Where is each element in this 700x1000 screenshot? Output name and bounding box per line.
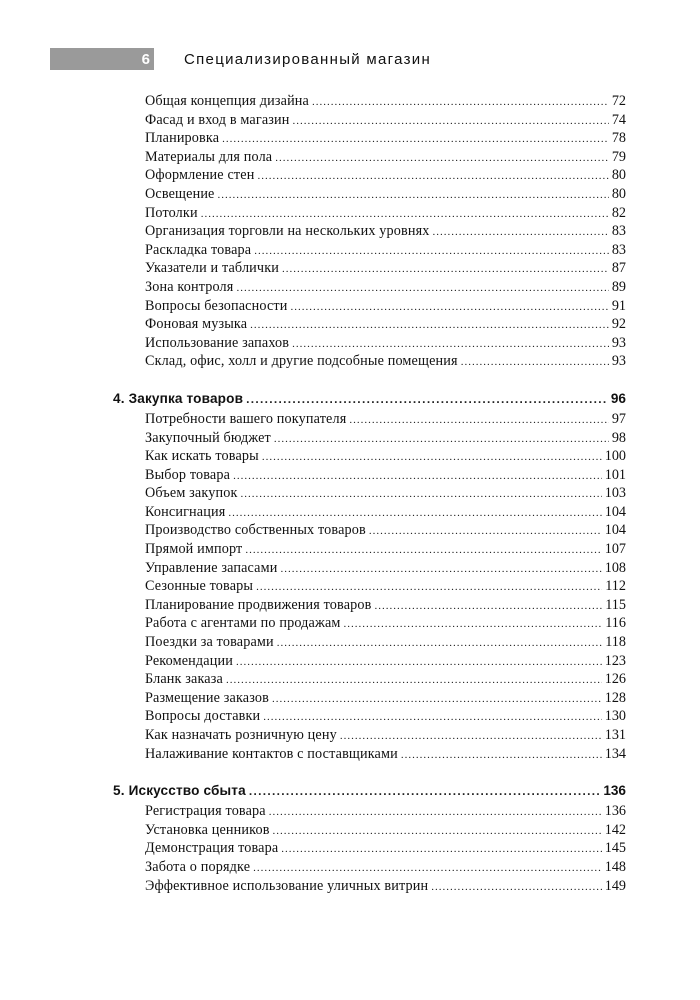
running-title: Специализированный магазин [184, 50, 432, 68]
toc-chapter-title: 5. Искусство сбыта [113, 783, 246, 799]
toc-page-number: 145 [604, 840, 626, 857]
toc-entry-title: Бланк заказа [145, 671, 223, 688]
toc-entry [113, 410, 626, 429]
toc-entry-title: Организация торговли на нескольких уровнях [145, 223, 430, 240]
toc-page-number: 104 [604, 503, 626, 520]
toc-page-number: 74 [611, 111, 626, 128]
toc-entry [113, 466, 626, 485]
toc-page-number: 93 [611, 334, 626, 351]
toc-entry [113, 278, 626, 297]
toc-entry-title: Фасад и вход в магазин [145, 111, 290, 128]
toc-entry-title: Управление запасами [145, 559, 278, 576]
dot-leader [349, 411, 608, 430]
toc-entry [113, 315, 626, 334]
dot-leader [253, 859, 602, 878]
toc-entry [113, 484, 626, 503]
toc-page-number: 148 [604, 858, 626, 875]
toc-entry [113, 540, 626, 559]
toc-page-number: 136 [604, 803, 626, 820]
toc-entry-title: Эффективное использование уличных витрин [145, 877, 429, 894]
toc-entry-title: Рекомендации [145, 652, 233, 669]
dot-leader [281, 840, 601, 859]
toc-page-number: 72 [611, 93, 626, 109]
toc-entry-title: Выбор товара [145, 466, 231, 483]
toc-entry-title: Раскладка товара [145, 241, 252, 258]
section-spacer [113, 371, 626, 388]
dot-leader [431, 878, 601, 897]
toc-entry [113, 334, 626, 353]
toc-entry [113, 148, 626, 167]
dot-leader [293, 112, 609, 131]
toc-chapter-5 [113, 780, 626, 895]
dot-leader [340, 727, 602, 746]
toc-chapter-heading [113, 780, 626, 802]
page-number: 6 [50, 48, 154, 70]
toc-entry [113, 185, 626, 204]
toc-entry [113, 745, 626, 764]
dot-leader [292, 335, 609, 354]
dot-leader [249, 780, 601, 802]
toc-entry-title: Планировка [145, 130, 220, 147]
toc-page-number: 97 [611, 410, 626, 427]
toc-chapter-heading [113, 388, 626, 410]
toc-entry-title: Планирование продвижения товаров [145, 596, 372, 613]
toc-entry [113, 259, 626, 278]
toc-entry-title: Сезонные товары [145, 578, 254, 595]
toc-entry [113, 858, 626, 877]
toc-entry-title: Указатели и таблички [145, 260, 279, 277]
dot-leader [272, 690, 602, 709]
dot-leader [433, 223, 609, 242]
toc-entry [113, 204, 626, 223]
toc-entry-title: Регистрация товара [145, 803, 266, 820]
dot-leader [263, 708, 601, 727]
toc-entry-title: Прямой импорт [145, 541, 243, 558]
toc-page-number: 87 [611, 260, 626, 277]
dot-leader [461, 353, 609, 372]
toc-entry-title: Вопросы доставки [145, 708, 261, 725]
dot-leader [250, 316, 609, 335]
dot-leader [273, 822, 602, 841]
toc-page-number: 115 [605, 596, 626, 613]
toc-entry [113, 503, 626, 522]
dot-leader [281, 560, 602, 579]
toc-entry-title: Объем закупок [145, 485, 238, 502]
dot-leader [228, 504, 601, 523]
toc-page-number: 130 [604, 708, 626, 725]
dot-leader [375, 597, 603, 616]
toc-entry [113, 521, 626, 540]
toc-page-number: 103 [604, 485, 626, 502]
toc-entry-title: Вопросы безопасности [145, 297, 288, 314]
toc-page-number: 100 [604, 448, 626, 465]
toc-entry [113, 222, 626, 241]
toc-entry [113, 447, 626, 466]
toc-entry [113, 670, 626, 689]
toc-entry [113, 92, 626, 111]
toc-entry-title: Использование запахов [145, 334, 290, 351]
dot-leader [222, 130, 609, 149]
toc-entry-title: Как искать товары [145, 448, 259, 465]
toc-entry [113, 577, 626, 596]
toc-page-number: 92 [611, 316, 626, 333]
toc-page-number: 98 [611, 429, 626, 446]
toc-page-number: 104 [604, 522, 626, 539]
toc-entry [113, 352, 626, 371]
toc-entry [113, 166, 626, 185]
toc-page-number: 78 [611, 130, 626, 147]
toc-page-number: 108 [604, 559, 626, 576]
toc-entry-title: Общая концепция дизайна [145, 93, 310, 109]
dot-leader [236, 279, 608, 298]
toc-entry-title: Материалы для пола [145, 148, 273, 165]
toc-page-number: 107 [604, 541, 626, 558]
toc-entry-title: Освещение [145, 185, 215, 202]
dot-leader [369, 522, 602, 541]
toc-entry [113, 802, 626, 821]
toc-entry-title: Склад, офис, холл и другие подсобные помещения [145, 353, 458, 370]
dot-leader [236, 653, 602, 672]
running-header [50, 48, 431, 70]
section-spacer [113, 763, 626, 780]
toc-page-number: 83 [611, 223, 626, 240]
toc-entry [113, 596, 626, 615]
dot-leader [277, 634, 602, 653]
dot-leader [256, 578, 602, 597]
toc-entry [113, 821, 626, 840]
dot-leader [401, 746, 602, 765]
dot-leader [241, 485, 602, 504]
toc-entry-title: Забота о порядке [145, 858, 251, 875]
toc-page-number: 89 [611, 278, 626, 295]
table-of-contents [113, 92, 626, 895]
dot-leader [344, 615, 603, 634]
dot-leader [245, 541, 601, 560]
toc-page-number: 82 [611, 204, 626, 221]
toc-page-number: 142 [604, 821, 626, 838]
dot-leader [282, 260, 609, 279]
toc-page-number: 131 [604, 727, 626, 743]
toc-entry [113, 839, 626, 858]
toc-continued-section [113, 92, 626, 371]
dot-leader [233, 467, 602, 486]
dot-leader [269, 803, 602, 822]
toc-entry-title: Размещение заказов [145, 689, 270, 706]
dot-leader [218, 186, 609, 205]
toc-entry-title: Демонстрация товара [145, 840, 279, 857]
toc-page-number: 96 [610, 390, 626, 406]
toc-entry [113, 652, 626, 671]
toc-entry-title: Зона контроля [145, 278, 234, 295]
dot-leader [275, 149, 609, 168]
dot-leader [312, 93, 609, 112]
toc-entry [113, 429, 626, 448]
toc-page-number: 83 [611, 241, 626, 258]
toc-entry [113, 297, 626, 316]
toc-page-number: 91 [611, 297, 626, 314]
toc-chapter-4 [113, 388, 626, 763]
dot-leader [257, 167, 608, 186]
toc-page-number: 116 [605, 615, 626, 632]
toc-entry [113, 689, 626, 708]
dot-leader [274, 430, 609, 449]
dot-leader [226, 671, 602, 690]
toc-entry [113, 633, 626, 652]
toc-entry-title: Как назначать розничную цену [145, 727, 337, 743]
toc-entry [113, 111, 626, 130]
toc-entry-title: Производство собственных товаров [145, 522, 366, 539]
toc-entry-title: Налаживание контактов с поставщиками [145, 745, 398, 762]
toc-page-number: 101 [604, 466, 626, 483]
toc-entry-title: Консигнация [145, 503, 226, 520]
toc-page-number: 79 [611, 148, 626, 165]
toc-entry-title: Работа с агентами по продажам [145, 615, 341, 632]
toc-page-number: 134 [604, 745, 626, 762]
toc-entry [113, 129, 626, 148]
toc-entry-title: Фоновая музыка [145, 316, 248, 333]
toc-page-number: 118 [605, 634, 626, 651]
toc-page-number: 149 [604, 877, 626, 894]
dot-leader [262, 448, 602, 467]
toc-entry-title: Поездки за товарами [145, 634, 274, 651]
dot-leader [254, 242, 609, 261]
toc-page-number: 80 [611, 167, 626, 184]
toc-page-number: 136 [603, 783, 626, 799]
toc-entry [113, 707, 626, 726]
toc-page-number: 93 [611, 353, 626, 370]
toc-page-number: 126 [604, 671, 626, 688]
dot-leader [246, 388, 608, 410]
toc-entry [113, 877, 626, 896]
toc-entry [113, 726, 626, 745]
toc-entry-title: Установка ценников [145, 821, 270, 838]
toc-page-number: 112 [605, 578, 626, 595]
toc-entry-title: Закупочный бюджет [145, 429, 271, 446]
toc-entry-title: Потребности вашего покупателя [145, 410, 347, 427]
toc-page-number: 123 [604, 652, 626, 669]
toc-entry [113, 614, 626, 633]
toc-entry-title: Оформление стен [145, 167, 255, 184]
dot-leader [201, 205, 609, 224]
toc-entry-title: Потолки [145, 204, 198, 221]
toc-entry [113, 241, 626, 260]
toc-page-number: 128 [604, 689, 626, 706]
toc-chapter-title: 4. Закупка товаров [113, 390, 244, 406]
dot-leader [291, 298, 609, 317]
toc-page-number: 80 [611, 185, 626, 202]
toc-entry [113, 559, 626, 578]
